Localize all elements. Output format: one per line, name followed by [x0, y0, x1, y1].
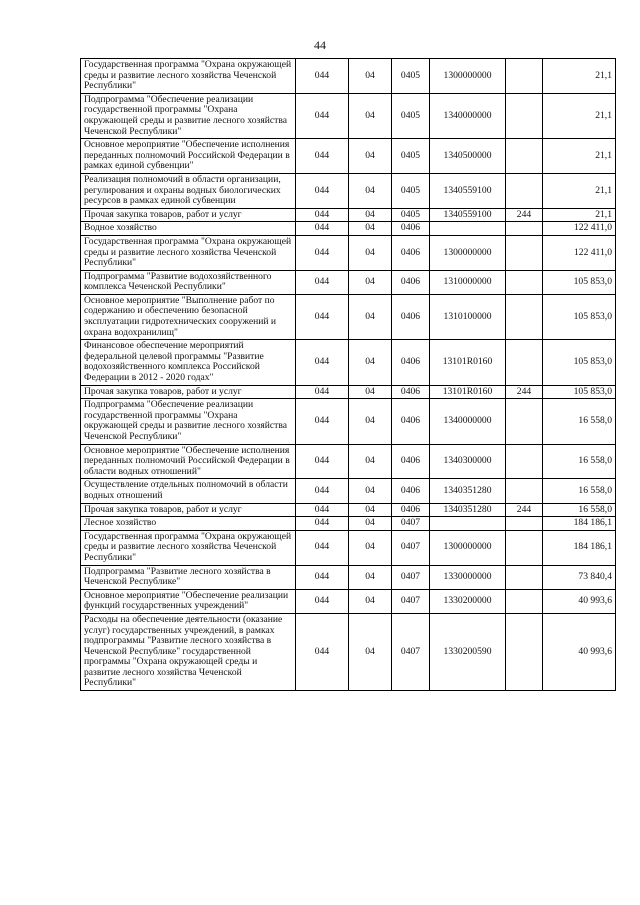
amount-cell: 184 186,1 — [543, 530, 616, 565]
expense-name-cell: Водное хозяйство — [81, 222, 296, 236]
section-code-cell: 04 — [349, 208, 392, 222]
table-row — [81, 517, 616, 531]
expense-type-cell — [506, 517, 543, 531]
table-row — [81, 222, 616, 236]
grbs-code-cell: 044 — [296, 565, 349, 589]
amount-cell: 105 853,0 — [543, 294, 616, 339]
grbs-code-cell: 044 — [296, 270, 349, 294]
table-row — [81, 340, 616, 385]
subsection-code-cell: 0406 — [392, 340, 430, 385]
amount-cell: 184 186,1 — [543, 517, 616, 531]
section-code-cell: 04 — [349, 589, 392, 613]
grbs-code-cell: 044 — [296, 444, 349, 479]
expense-name-cell: Расходы на обеспечение деятельности (оказание услуг) государственных учреждений, в рамках подпрограммы "Развитие лесного хозяйства в Чеченской Республике" государственной программы "Охрана окружающей среды и развитие лесного хозяйства Чеченской Республики" — [81, 613, 296, 690]
subsection-code-cell: 0406 — [392, 222, 430, 236]
target-article-cell: 13101R0160 — [430, 385, 506, 399]
expense-name-cell: Подпрограмма "Обеспечение реализации государственной программы "Охрана окружающей среды и развитие лесного хозяйства Чеченской Республики" — [81, 93, 296, 138]
amount-cell: 21,1 — [543, 139, 616, 174]
target-article-cell — [430, 222, 506, 236]
section-code-cell: 04 — [349, 222, 392, 236]
grbs-code-cell: 044 — [296, 530, 349, 565]
target-article-cell: 1340000000 — [430, 399, 506, 444]
section-code-cell: 04 — [349, 235, 392, 270]
target-article-cell: 1300000000 — [430, 530, 506, 565]
grbs-code-cell: 044 — [296, 589, 349, 613]
table-row — [81, 385, 616, 399]
amount-cell: 40 993,6 — [543, 613, 616, 690]
subsection-code-cell: 0407 — [392, 530, 430, 565]
expense-type-cell — [506, 530, 543, 565]
grbs-code-cell: 044 — [296, 222, 349, 236]
target-article-cell — [430, 517, 506, 531]
table-row — [81, 93, 616, 138]
expense-name-cell: Государственная программа "Охрана окружающей среды и развитие лесного хозяйства Чеченской Республики" — [81, 59, 296, 94]
table-row — [81, 444, 616, 479]
grbs-code-cell: 044 — [296, 479, 349, 503]
subsection-code-cell: 0406 — [392, 479, 430, 503]
section-code-cell: 04 — [349, 479, 392, 503]
section-code-cell: 04 — [349, 270, 392, 294]
expense-name-cell: Государственная программа "Охрана окружающей среды и развитие лесного хозяйства Чеченской Республики" — [81, 530, 296, 565]
section-code-cell: 04 — [349, 139, 392, 174]
expense-type-cell — [506, 173, 543, 208]
section-code-cell: 04 — [349, 340, 392, 385]
table-row — [81, 503, 616, 517]
expense-type-cell — [506, 139, 543, 174]
expense-name-cell: Прочая закупка товаров, работ и услуг — [81, 385, 296, 399]
grbs-code-cell: 044 — [296, 235, 349, 270]
target-article-cell: 1340559100 — [430, 173, 506, 208]
expense-name-cell: Основное мероприятие "Обеспечение исполнения переданных полномочий Российской Федерации в рамках единой субвенции" — [81, 139, 296, 174]
subsection-code-cell: 0407 — [392, 613, 430, 690]
subsection-code-cell: 0405 — [392, 59, 430, 94]
section-code-cell: 04 — [349, 399, 392, 444]
table-row — [81, 270, 616, 294]
section-code-cell: 04 — [349, 93, 392, 138]
expense-type-cell — [506, 270, 543, 294]
expense-type-cell — [506, 479, 543, 503]
table-row — [81, 530, 616, 565]
grbs-code-cell: 044 — [296, 340, 349, 385]
section-code-cell: 04 — [349, 385, 392, 399]
amount-cell: 105 853,0 — [543, 340, 616, 385]
subsection-code-cell: 0406 — [392, 385, 430, 399]
table-row — [81, 294, 616, 339]
section-code-cell: 04 — [349, 59, 392, 94]
subsection-code-cell: 0406 — [392, 399, 430, 444]
amount-cell: 105 853,0 — [543, 270, 616, 294]
target-article-cell: 1340559100 — [430, 208, 506, 222]
table-row — [81, 235, 616, 270]
expense-type-cell — [506, 93, 543, 138]
section-code-cell: 04 — [349, 517, 392, 531]
expense-name-cell: Основное мероприятие "Обеспечение исполнения переданных полномочий Российской Федерации в области водных отношений" — [81, 444, 296, 479]
table-row — [81, 479, 616, 503]
subsection-code-cell: 0406 — [392, 444, 430, 479]
subsection-code-cell: 0405 — [392, 93, 430, 138]
amount-cell: 16 558,0 — [543, 444, 616, 479]
target-article-cell: 1340000000 — [430, 93, 506, 138]
subsection-code-cell: 0406 — [392, 235, 430, 270]
table-row — [81, 613, 616, 690]
page-number: 44 — [314, 38, 326, 52]
section-code-cell: 04 — [349, 444, 392, 479]
amount-cell: 122 411,0 — [543, 222, 616, 236]
table-row — [81, 565, 616, 589]
expense-type-cell: 244 — [506, 503, 543, 517]
expense-name-cell: Прочая закупка товаров, работ и услуг — [81, 208, 296, 222]
grbs-code-cell: 044 — [296, 613, 349, 690]
amount-cell: 40 993,6 — [543, 589, 616, 613]
amount-cell: 16 558,0 — [543, 503, 616, 517]
target-article-cell: 1330000000 — [430, 565, 506, 589]
subsection-code-cell: 0407 — [392, 517, 430, 531]
table-row — [81, 173, 616, 208]
expense-name-cell: Подпрограмма "Развитие водохозяйственного комплекса Чеченской Республики" — [81, 270, 296, 294]
expense-type-cell — [506, 294, 543, 339]
grbs-code-cell: 044 — [296, 503, 349, 517]
expense-type-cell — [506, 59, 543, 94]
grbs-code-cell: 044 — [296, 385, 349, 399]
table-row — [81, 208, 616, 222]
expense-name-cell: Основное мероприятие "Обеспечение реализации функций государственных учреждений" — [81, 589, 296, 613]
subsection-code-cell: 0405 — [392, 139, 430, 174]
expense-name-cell: Лесное хозяйство — [81, 517, 296, 531]
expense-type-cell — [506, 399, 543, 444]
grbs-code-cell: 044 — [296, 173, 349, 208]
expense-name-cell: Реализация полномочий в области организации, регулирования и охраны водных биологических ресурсов в рамках единой субвенции — [81, 173, 296, 208]
section-code-cell: 04 — [349, 565, 392, 589]
expense-type-cell — [506, 340, 543, 385]
subsection-code-cell: 0406 — [392, 503, 430, 517]
target-article-cell: 1340300000 — [430, 444, 506, 479]
section-code-cell: 04 — [349, 530, 392, 565]
subsection-code-cell: 0405 — [392, 208, 430, 222]
expense-name-cell: Основное мероприятие "Выполнение работ по содержанию и обеспечению безопасной эксплуатации гидротехнических сооружений и охрана водохранилищ" — [81, 294, 296, 339]
target-article-cell: 1330200590 — [430, 613, 506, 690]
target-article-cell: 1340351280 — [430, 503, 506, 517]
target-article-cell: 1300000000 — [430, 235, 506, 270]
grbs-code-cell: 044 — [296, 59, 349, 94]
expense-type-cell: 244 — [506, 385, 543, 399]
amount-cell: 21,1 — [543, 173, 616, 208]
amount-cell: 105 853,0 — [543, 385, 616, 399]
subsection-code-cell: 0406 — [392, 270, 430, 294]
table-row — [81, 59, 616, 94]
table-row — [81, 589, 616, 613]
target-article-cell: 1310100000 — [430, 294, 506, 339]
expense-name-cell: Подпрограмма "Развитие лесного хозяйства в Чеченской Республике" — [81, 565, 296, 589]
grbs-code-cell: 044 — [296, 139, 349, 174]
expense-type-cell: 244 — [506, 208, 543, 222]
expense-type-cell — [506, 589, 543, 613]
amount-cell: 21,1 — [543, 93, 616, 138]
target-article-cell: 1340351280 — [430, 479, 506, 503]
expense-type-cell — [506, 444, 543, 479]
grbs-code-cell: 044 — [296, 294, 349, 339]
section-code-cell: 04 — [349, 503, 392, 517]
amount-cell: 16 558,0 — [543, 479, 616, 503]
target-article-cell: 1330200000 — [430, 589, 506, 613]
expense-name-cell: Финансовое обеспечение мероприятий федеральной целевой программы "Развитие водохозяйственного комплекса Российской Федерации в 2012 - 2020 годах" — [81, 340, 296, 385]
subsection-code-cell: 0407 — [392, 565, 430, 589]
expense-name-cell: Осуществление отдельных полномочий в области водных отношений — [81, 479, 296, 503]
target-article-cell: 1300000000 — [430, 59, 506, 94]
expense-name-cell: Подпрограмма "Обеспечение реализации государственной программы "Охрана окружающей среды и развитие лесного хозяйства Чеченской Республики" — [81, 399, 296, 444]
grbs-code-cell: 044 — [296, 399, 349, 444]
amount-cell: 21,1 — [543, 59, 616, 94]
section-code-cell: 04 — [349, 613, 392, 690]
expense-type-cell — [506, 222, 543, 236]
table-row — [81, 399, 616, 444]
target-article-cell: 1340500000 — [430, 139, 506, 174]
grbs-code-cell: 044 — [296, 93, 349, 138]
budget-table — [80, 58, 616, 691]
table-row — [81, 139, 616, 174]
expense-type-cell — [506, 235, 543, 270]
amount-cell: 122 411,0 — [543, 235, 616, 270]
amount-cell: 16 558,0 — [543, 399, 616, 444]
subsection-code-cell: 0405 — [392, 173, 430, 208]
expense-name-cell: Прочая закупка товаров, работ и услуг — [81, 503, 296, 517]
amount-cell: 21,1 — [543, 208, 616, 222]
expense-type-cell — [506, 613, 543, 690]
target-article-cell: 1310000000 — [430, 270, 506, 294]
section-code-cell: 04 — [349, 173, 392, 208]
section-code-cell: 04 — [349, 294, 392, 339]
subsection-code-cell: 0406 — [392, 294, 430, 339]
expense-type-cell — [506, 565, 543, 589]
table-body — [81, 59, 616, 691]
grbs-code-cell: 044 — [296, 208, 349, 222]
grbs-code-cell: 044 — [296, 517, 349, 531]
amount-cell: 73 840,4 — [543, 565, 616, 589]
subsection-code-cell: 0407 — [392, 589, 430, 613]
target-article-cell: 13101R0160 — [430, 340, 506, 385]
expense-name-cell: Государственная программа "Охрана окружающей среды и развитие лесного хозяйства Чеченской Республики" — [81, 235, 296, 270]
